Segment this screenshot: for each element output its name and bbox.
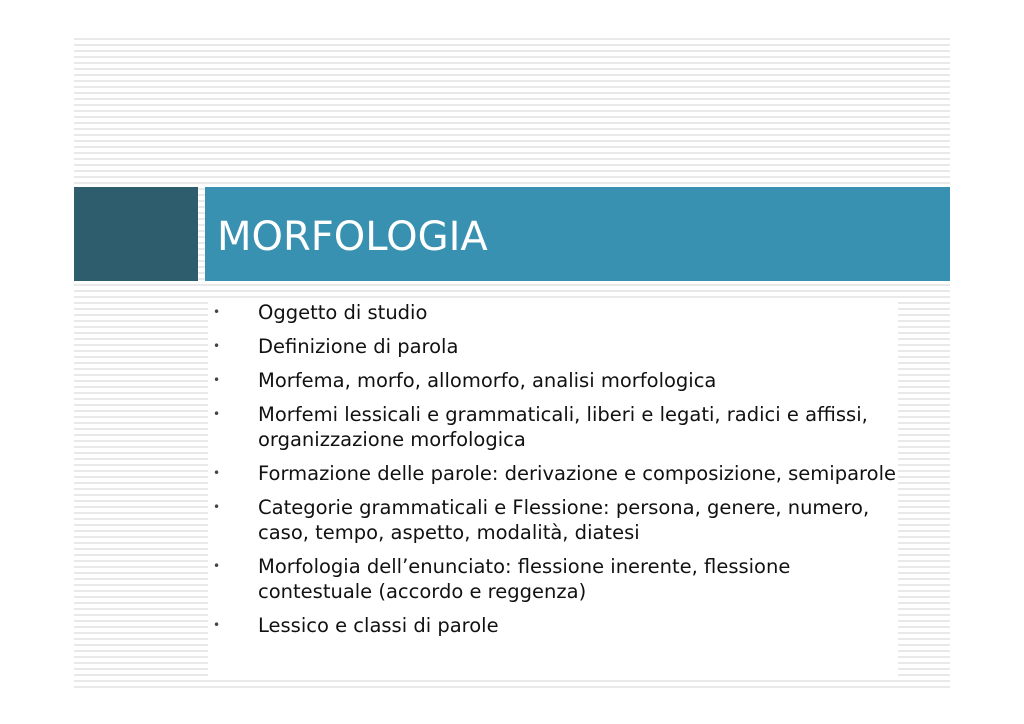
bullet-text: Morfemi lessicali e grammaticali, liberi e legati, radici e affissi, organizzazione morfologica bbox=[258, 403, 868, 451]
bullet-item bbox=[208, 300, 898, 325]
bullet-text: Lessico e classi di parole bbox=[258, 614, 499, 637]
bullet-item bbox=[208, 495, 898, 545]
bullet-text: Formazione delle parole: derivazione e composizione, semiparole bbox=[258, 462, 896, 485]
bullet-icon: • bbox=[213, 559, 221, 573]
bullet-item bbox=[208, 334, 898, 359]
slide-title: MORFOLOGIA bbox=[217, 214, 488, 260]
bullet-text: Morfema, morfo, allomorfo, analisi morfologica bbox=[258, 369, 717, 392]
bullet-item bbox=[208, 368, 898, 393]
bullet-icon: • bbox=[213, 500, 221, 514]
title-bar bbox=[205, 187, 950, 281]
bullet-icon: • bbox=[213, 618, 221, 632]
bullet-icon: • bbox=[213, 373, 221, 387]
title-accent-block bbox=[74, 187, 198, 281]
bullet-text: Definizione di parola bbox=[258, 335, 459, 358]
bullet-item bbox=[208, 554, 898, 604]
bullet-text: Morfologia dell’enunciato: flessione inerente, flessione contestuale (accordo e reggenza) bbox=[258, 555, 791, 603]
bullet-item bbox=[208, 613, 898, 638]
bullet-text: Oggetto di studio bbox=[258, 301, 428, 324]
bullet-item bbox=[208, 461, 898, 486]
bullet-icon: • bbox=[213, 407, 221, 421]
bullet-icon: • bbox=[213, 466, 221, 480]
bullet-item bbox=[208, 402, 898, 452]
bullet-icon: • bbox=[213, 305, 221, 319]
bullet-text: Categorie grammaticali e Flessione: persona, genere, numero, caso, tempo, aspetto, modalità, diatesi bbox=[258, 496, 870, 544]
bullet-list bbox=[208, 300, 898, 638]
slide-content bbox=[208, 300, 898, 680]
bullet-icon: • bbox=[213, 339, 221, 353]
